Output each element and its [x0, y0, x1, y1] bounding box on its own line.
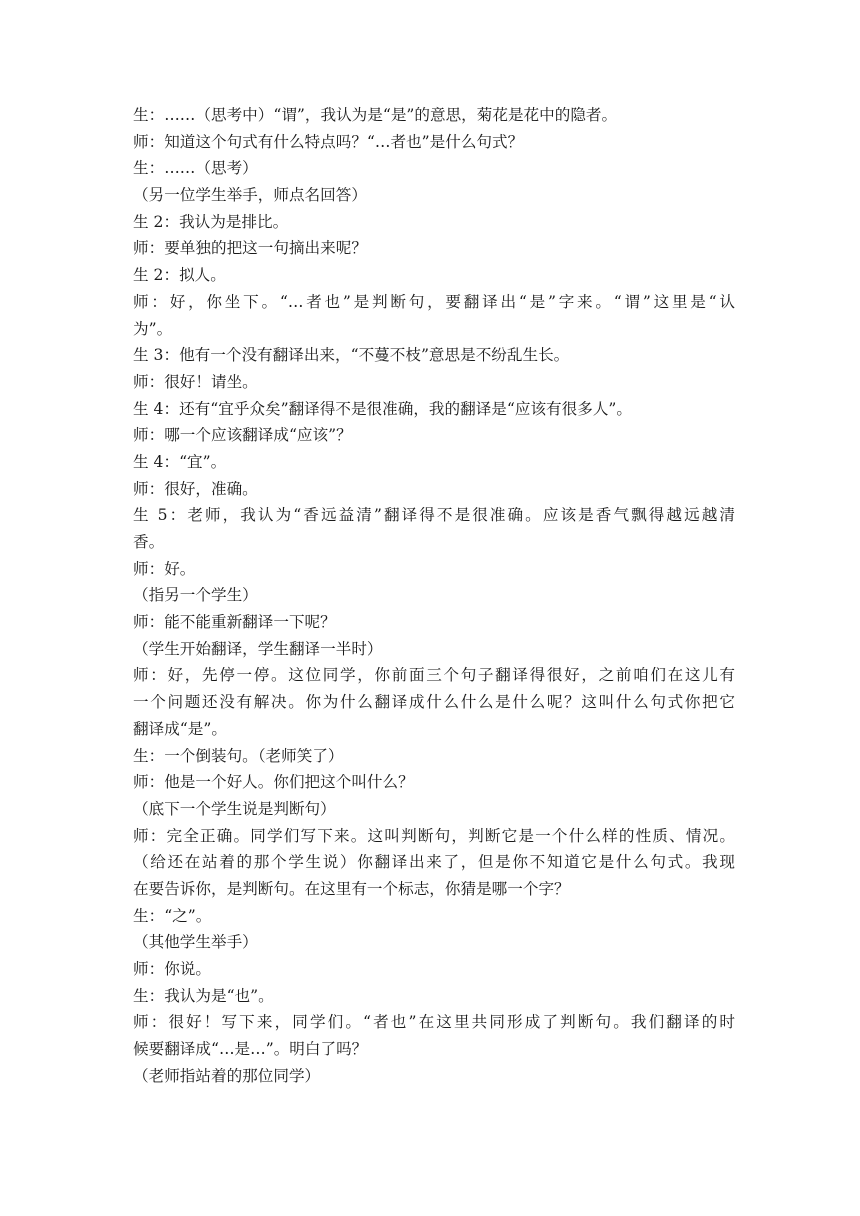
transcript-line: 生 2：我认为是排比。	[133, 212, 289, 231]
transcript-line: 候要翻译成“…是…”。明白了吗？	[133, 1040, 368, 1059]
transcript-line: 师：很好！请坐。	[133, 372, 258, 391]
transcript-line: 在要告诉你，是判断句。在这里有一个标志，你猜是哪一个字？	[133, 879, 570, 898]
transcript-line: 一个问题还没有解决。你为什么翻译成什么什么是什么呢？这叫什么句式你把它	[133, 693, 735, 712]
transcript-line: 生 4：还有“宜乎众矣”翻译得不是很准确，我的翻译是“应该有很多人”。	[133, 399, 632, 418]
transcript-line: 师：好，先停一停。这位同学，你前面三个句子翻译得很好，之前咱们在这儿有	[133, 666, 735, 685]
transcript-line: 翻译成“是”。	[133, 719, 227, 738]
transcript-line: 师：能不能重新翻译一下呢？	[133, 613, 336, 632]
transcript-line: （其他学生举手）	[133, 933, 258, 952]
transcript-line: （给还在站着的那个学生说）你翻译出来了，但是你不知道它是什么句式。我现	[133, 853, 735, 872]
transcript-line: 生：一个倒装句。（老师笑了）	[133, 746, 344, 765]
transcript-line: 师：要单独的把这一句摘出来呢？	[133, 239, 367, 258]
transcript-line: 师：好，你坐下。“…者也”是判断句，要翻译出“是”字来。“谓”这里是“认	[133, 292, 735, 311]
transcript-line: 为”。	[133, 319, 173, 338]
transcript-line: 生：“之”。	[133, 906, 212, 925]
transcript-line: 生：……（思考中）“谓”，我认为是“是”的意思，菊花是花中的隐者。	[133, 106, 618, 124]
transcript-line: 生 2：拟人。	[133, 266, 226, 285]
transcript-line: （另一位学生举手，师点名回答）	[133, 186, 367, 205]
transcript-line: 生 5：老师，我认为“香远益清”翻译得不是很准确。应该是香气飘得越远越清	[133, 506, 735, 525]
transcript-line: 香。	[133, 533, 165, 551]
transcript-line: 师：知道这个句式有什么特点吗？“…者也”是什么句式？	[133, 132, 524, 151]
transcript-line: 师：很好，准确。	[133, 479, 258, 498]
transcript-line: 生 4：“宜”。	[133, 452, 227, 471]
transcript-line: 师：很好！写下来，同学们。“者也”在这里共同形成了判断句。我们翻译的时	[133, 1013, 735, 1032]
transcript-line: 生：我认为是“也”。	[133, 986, 274, 1005]
transcript-line: 师：完全正确。同学们写下来。这叫判断句，判断它是一个什么样的性质、情况。	[133, 826, 735, 845]
transcript-line: 生 3：他有一个没有翻译出来，“不蔓不枝”意思是不纷乱生长。	[133, 346, 570, 365]
transcript-line: （学生开始翻译，学生翻译一半时）	[133, 639, 383, 658]
transcript-line: 师：你说。	[133, 960, 211, 978]
transcript-line: 师：他是一个好人。你们把这个叫什么？	[133, 773, 414, 792]
transcript-line: （老师指站着的那位同学）	[133, 1066, 321, 1085]
transcript-body	[133, 102, 735, 1089]
transcript-line: 生：……（思考）	[133, 159, 258, 178]
transcript-line: （底下一个学生说是判断句）	[133, 799, 336, 818]
transcript-line: 师：哪一个应该翻译成“应该”？	[133, 426, 352, 445]
transcript-line: （指另一个学生）	[133, 586, 258, 605]
transcript-line: 师：好。	[133, 559, 196, 578]
